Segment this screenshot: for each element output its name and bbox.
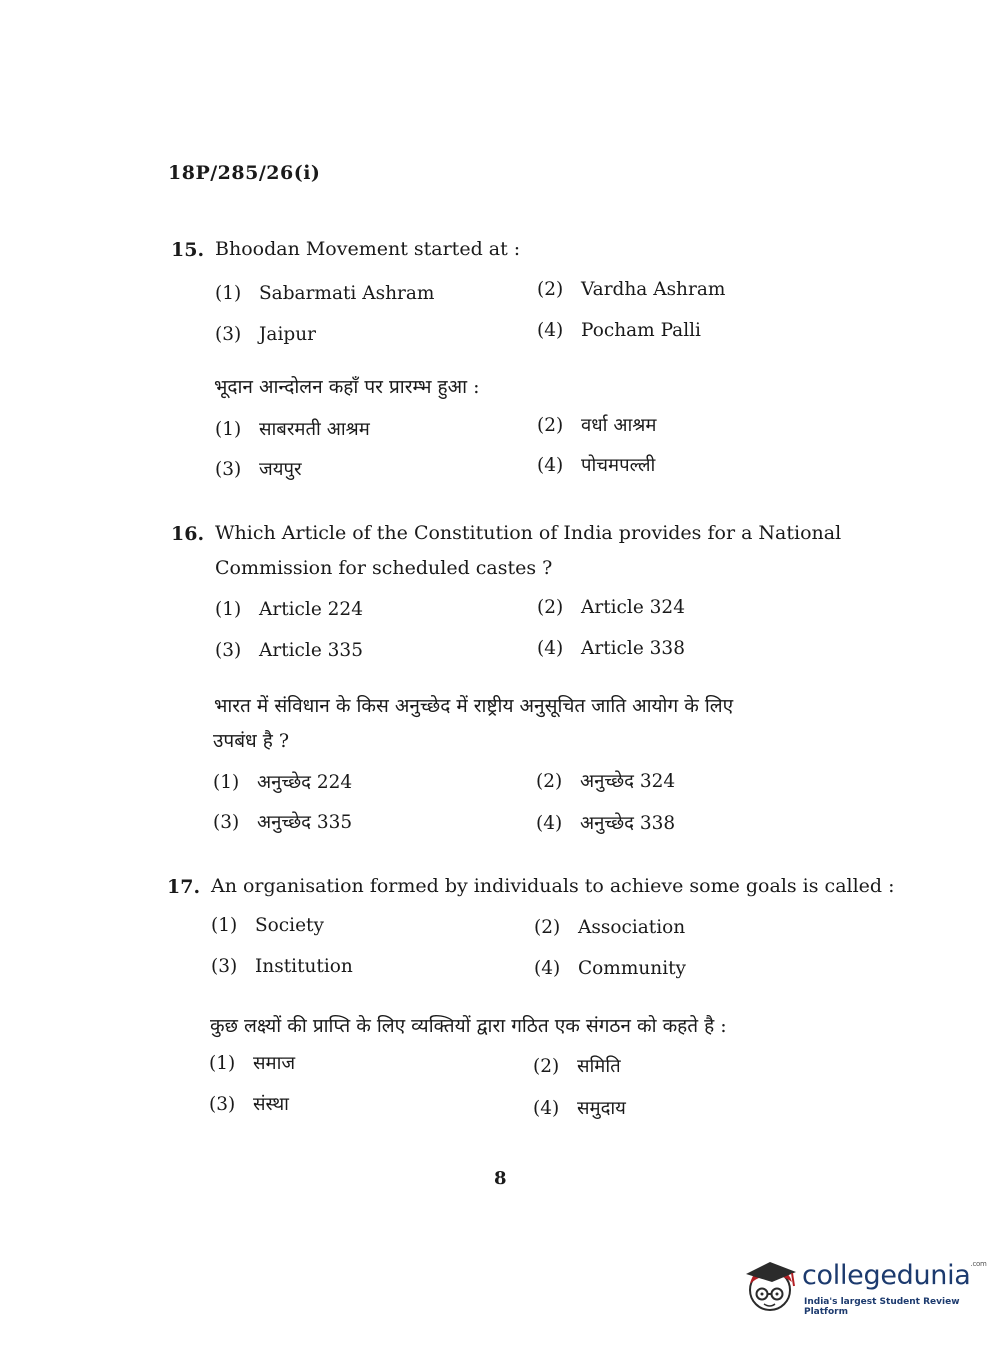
option-hi	[533, 1053, 621, 1078]
question-text-en: An organisation formed by individuals to achieve some goals is called :	[211, 875, 895, 897]
option-en	[537, 597, 685, 618]
option-en	[215, 324, 316, 345]
option-number: (4)	[534, 958, 561, 979]
collegedunia-watermark	[742, 1254, 987, 1324]
option-number: (2)	[533, 1056, 560, 1077]
option-text: साबरमती आश्रम	[259, 419, 370, 440]
option-text: Article 324	[581, 597, 685, 618]
question-text-en: Which Article of the Constitution of India provides for a National	[215, 522, 842, 544]
option-en	[211, 956, 353, 977]
option-text: Article 335	[259, 640, 363, 661]
option-text: अनुच्छेद 224	[257, 772, 353, 793]
option-hi	[209, 1091, 289, 1116]
option-en	[215, 599, 363, 620]
option-hi	[537, 452, 655, 477]
option-text: Association	[578, 917, 686, 938]
option-number: (3)	[211, 956, 238, 977]
option-number: (3)	[215, 640, 242, 661]
option-en	[537, 279, 725, 300]
option-text: वर्धा आश्रम	[581, 415, 657, 436]
option-text: Jaipur	[259, 324, 316, 345]
option-text: Society	[255, 915, 324, 936]
option-text: Article 224	[259, 599, 363, 620]
option-text: पोचमपल्ली	[581, 455, 656, 476]
question-text-hi: भारत में संविधान के किस अनुच्छेद में राष्ट्रीय अनुसूचित जाति आयोग के लिए	[214, 695, 734, 717]
question-text-hi: उपबंध है ?	[213, 730, 290, 752]
option-hi	[213, 769, 352, 794]
option-hi	[536, 768, 675, 793]
option-en	[211, 915, 324, 936]
question-text-en: Commission for scheduled castes ?	[215, 557, 553, 579]
question-text-hi: कुछ लक्ष्यों की प्राप्ति के लिए व्यक्तियों द्वारा गठित एक संगठन को कहते है :	[210, 1015, 727, 1037]
option-number: (1)	[211, 915, 238, 936]
option-number: (1)	[215, 599, 242, 620]
option-en	[534, 958, 686, 979]
option-hi	[209, 1050, 295, 1075]
option-hi	[533, 1095, 626, 1120]
page-number: 8	[494, 1168, 507, 1189]
option-number: (1)	[213, 772, 240, 793]
option-text: अनुच्छेद 335	[257, 812, 353, 833]
option-text: समुदाय	[577, 1098, 626, 1119]
option-text: Community	[578, 958, 687, 979]
option-text: Sabarmati Ashram	[259, 283, 435, 304]
option-number: (1)	[209, 1053, 236, 1074]
option-en	[215, 640, 363, 661]
option-number: (4)	[537, 320, 564, 341]
brand-domain: .com	[970, 1260, 987, 1268]
option-en	[215, 283, 434, 304]
option-text: Vardha Ashram	[581, 279, 726, 300]
option-hi	[215, 416, 370, 441]
option-text: Institution	[255, 956, 353, 977]
option-number: (2)	[537, 415, 564, 436]
question-number: 17.	[167, 876, 201, 898]
option-number: (4)	[537, 455, 564, 476]
option-hi	[215, 456, 302, 481]
option-number: (3)	[215, 324, 242, 345]
paper-code: 18P/285/26(i)	[168, 162, 321, 184]
question-text-en: Bhoodan Movement started at :	[215, 238, 521, 260]
brand-name	[802, 1260, 987, 1291]
brand-text: collegedunia	[802, 1260, 971, 1291]
option-en	[537, 638, 685, 659]
option-text: अनुच्छेद 338	[580, 813, 676, 834]
option-number: (2)	[537, 279, 564, 300]
option-text: समाज	[253, 1053, 296, 1074]
question-number: 15.	[171, 239, 205, 261]
option-number: (2)	[534, 917, 561, 938]
option-text: Article 338	[581, 638, 685, 659]
option-number: (1)	[215, 283, 242, 304]
question-number: 16.	[171, 523, 205, 545]
option-number: (3)	[213, 812, 240, 833]
option-hi	[536, 810, 675, 835]
option-number: (2)	[536, 771, 563, 792]
option-text: अनुच्छेद 324	[580, 771, 676, 792]
option-text: समिति	[577, 1056, 621, 1077]
option-text: जयपुर	[259, 459, 302, 480]
option-number: (1)	[215, 419, 242, 440]
option-text: Pocham Palli	[581, 320, 701, 341]
option-number: (3)	[209, 1094, 236, 1115]
brand-tagline: India's largest Student Review Platform	[804, 1297, 960, 1317]
question-text-hi: भूदान आन्दोलन कहाँ पर प्रारम्भ हुआ :	[214, 376, 480, 398]
option-number: (4)	[537, 638, 564, 659]
option-hi	[213, 809, 352, 834]
option-number: (4)	[533, 1098, 560, 1119]
option-number: (2)	[537, 597, 564, 618]
option-number: (3)	[215, 459, 242, 480]
mascot-icon	[742, 1254, 800, 1316]
option-number: (4)	[536, 813, 563, 834]
option-text: संस्था	[253, 1094, 289, 1115]
option-en	[534, 917, 685, 938]
option-en	[537, 320, 701, 341]
option-hi	[537, 412, 656, 437]
